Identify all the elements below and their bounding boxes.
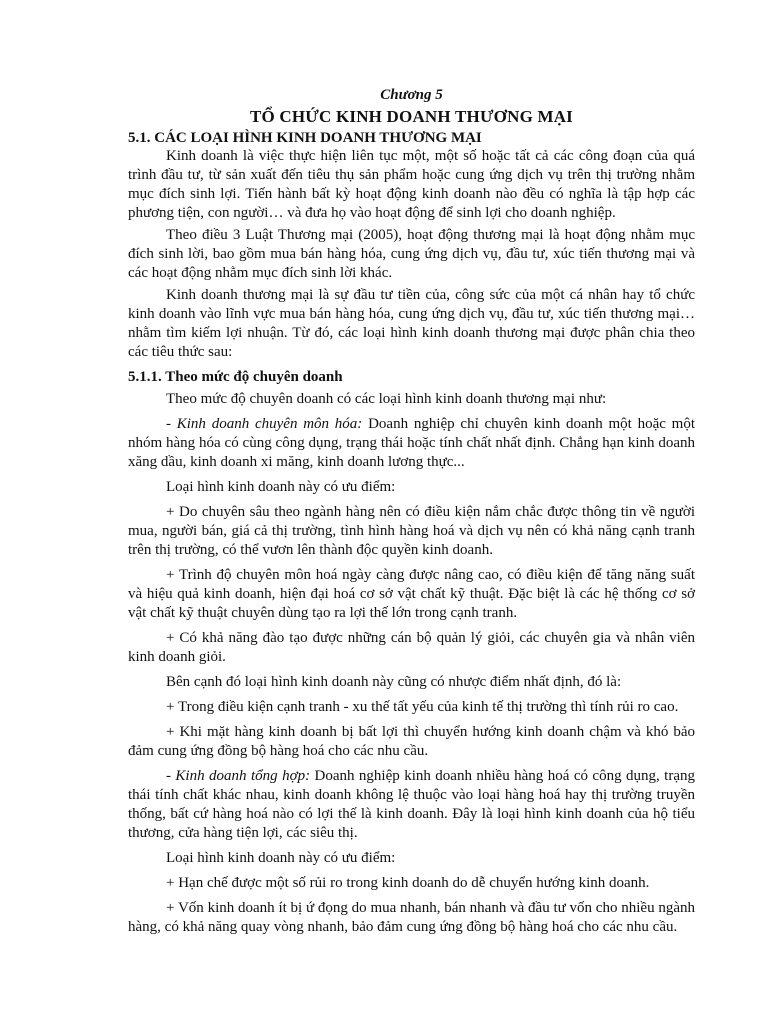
paragraph: + Khi mặt hàng kinh doanh bị bất lợi thì chuyển hướng kinh doanh chậm và khó bảo đảm cung ứng đồng bộ hàng hoá cho các nhu cầu. (128, 724, 695, 759)
paragraph: + Có khả năng đào tạo được những cán bộ quản lý giỏi, các chuyên gia và nhân viên kinh doanh giỏi. (128, 630, 695, 665)
paragraph: + Vốn kinh doanh ít bị ứ đọng do mua nhanh, bán nhanh và đầu tư vốn cho nhiều ngành hàng, có khả năng quay vòng nhanh, bảo đảm cung ứng đồng bộ hàng hoá cho các nhu cầu. (128, 900, 695, 935)
chapter-label: Chương 5 (380, 87, 443, 103)
term-general-description: Doanh nghiệp kinh doanh nhiều hàng hoá có công dụng, trạng thái tính chất khác nhau, kinh doanh không lệ thuộc vào loại hàng hoá hay thị trường truyền thống, bất cứ hàng hoá nào có lợi thế là kinh doanh. Đây là loại hình kinh doanh của hộ tiểu thương, cửa hàng tiện lợi, các siêu thị. (128, 768, 696, 841)
paragraph: + Hạn chế được một số rủi ro trong kinh doanh do dễ chuyển hướng kinh doanh. (166, 875, 650, 891)
term-specialized-description: Doanh nghiệp chỉ chuyên kinh doanh một hoặc một nhóm hàng hóa có cùng công dụng, trạng thái hoặc tính chất nhất định. Chẳng hạn kinh doanh xăng dầu, kinh doanh xi măng, kinh doanh lương thực... (128, 416, 695, 470)
term-specialized: - Kinh doanh chuyên môn hóa: (166, 416, 363, 432)
paragraph: Bên cạnh đó loại hình kinh doanh này cũng có nhược điểm nhất định, đó là: (166, 674, 622, 690)
term-general: - Kinh doanh tổng hợp: (166, 768, 311, 784)
section-heading: 5.1. CÁC LOẠI HÌNH KINH DOANH THƯƠNG MẠI (128, 130, 482, 146)
paragraph: + Trình độ chuyên môn hoá ngày càng được nâng cao, có điều kiện để tăng năng suất và hiệu quả kinh doanh, hiện đại hoá cơ sở vật chất kỹ thuật. Đặc biệt là các hệ thống cơ sở vật chất kỹ thuật chuyên dùng tạo ra lợi thế lớn trong cạnh tranh. (128, 567, 695, 621)
chapter-title: TỔ CHỨC KINH DOANH THƯƠNG MẠI (250, 107, 573, 126)
paragraph: Kinh doanh là việc thực hiện liên tục một, một số hoặc tất cả các công đoạn của quá trình đầu tư, từ sản xuất đến tiêu thụ sản phẩm hoặc cung ứng dịch vụ trên thị trường nhằm mục đích sinh lợi. Tiến hành bất kỳ hoạt động kinh doanh nào đều có nghĩa là tập hợp các phương tiện, con người… và đưa họ vào hoạt động để sinh lợi cho doanh nghiệp. (128, 148, 695, 221)
subsection-heading: 5.1.1. Theo mức độ chuyên doanh (128, 369, 343, 385)
paragraph: + Do chuyên sâu theo ngành hàng nên có điều kiện nắm chắc được thông tin về người mua, người bán, giá cả thị trường, tình hình hàng hoá và dịch vụ nên có khả năng cạnh tranh trên thị trường, có thể vươn lên thành độc quyền kinh doanh. (128, 504, 695, 558)
paragraph: Theo mức độ chuyên doanh có các loại hình kinh doanh thương mại như: (166, 391, 607, 407)
paragraph: Loại hình kinh doanh này có ưu điểm: (166, 850, 396, 866)
paragraph: + Trong điều kiện cạnh tranh - xu thế tất yếu của kinh tế thị trường thì tính rủi ro cao. (166, 699, 679, 715)
paragraph: Kinh doanh thương mại là sự đầu tư tiền của, công sức của một cá nhân hay tổ chức kinh doanh vào lĩnh vực mua bán hàng hóa, cung ứng dịch vụ, đầu tư, xúc tiến thương mại… nhằm tìm kiếm lợi nhuận. Từ đó, các loại hình kinh doanh thương mại được phân chia theo các tiêu thức sau: (128, 287, 695, 360)
paragraph: Theo điều 3 Luật Thương mại (2005), hoạt động thương mại là hoạt động nhằm mục đích sinh lời, bao gồm mua bán hàng hóa, cung ứng dịch vụ, đầu tư, xúc tiến thương mại và các hoạt động nhằm mục đích sinh lời khác. (128, 227, 695, 281)
paragraph (128, 767, 695, 843)
paragraph: Loại hình kinh doanh này có ưu điểm: (166, 479, 396, 495)
paragraph (128, 415, 695, 472)
